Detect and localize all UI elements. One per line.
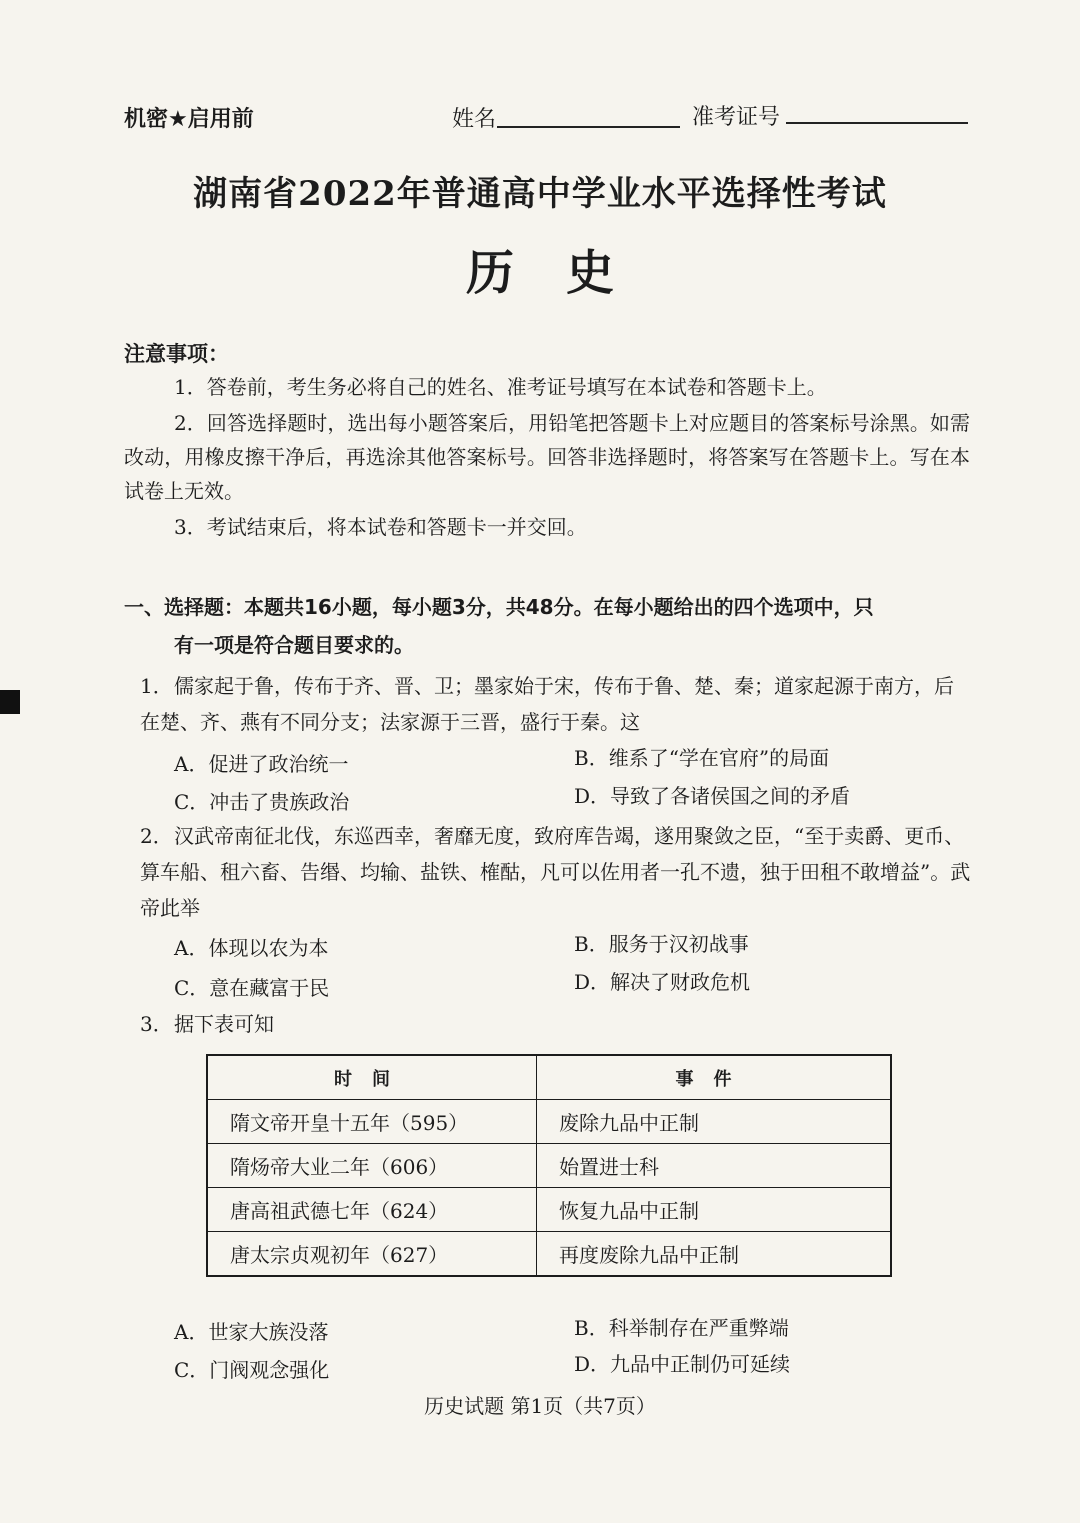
q1-option-a[interactable]: A．促进了政治统一: [174, 752, 349, 776]
q1-option-c[interactable]: C．冲击了贵族政治: [174, 790, 350, 814]
table-row: [207, 1100, 891, 1144]
table-cell-time: 隋文帝开皇十五年（595）: [207, 1100, 537, 1144]
question-number: 1．: [140, 674, 173, 698]
notice-item-2: 2．回答选择题时，选出每小题答案后，用铅笔把答题卡上对应题目的答案标号涂黑。如需改动，用橡皮擦干净后，再选涂其他答案标号。回答非选择题时，将答案写在答题卡上。写在本试卷上无效。: [124, 411, 970, 503]
table-header-event: 事件: [537, 1055, 892, 1100]
q2-option-c[interactable]: C．意在藏富于民: [174, 976, 330, 1000]
table-row: [207, 1144, 891, 1188]
q3-option-c[interactable]: C．门阀观念强化: [174, 1358, 330, 1382]
confidential-label: 机密★启用前: [124, 107, 254, 132]
q3-option-d[interactable]: D．九品中正制仍可延续: [574, 1352, 791, 1376]
question-1: [140, 668, 972, 740]
events-table: [206, 1054, 892, 1277]
table-cell-time: 隋炀帝大业二年（606）: [207, 1144, 537, 1188]
question-3: [140, 1006, 972, 1042]
table-row: [207, 1232, 891, 1277]
name-label: 姓名: [452, 107, 497, 132]
table-cell-time: 唐太宗贞观初年（627）: [207, 1232, 537, 1277]
q3-option-a[interactable]: A．世家大族没落: [174, 1320, 329, 1344]
exam-title: 湖南省2022年普通高中学业水平选择性考试: [193, 174, 887, 214]
table-header-time: 时间: [207, 1055, 537, 1100]
q1-option-b[interactable]: B．维系了“学在官府”的局面: [574, 746, 830, 770]
table-row: [207, 1188, 891, 1232]
exam-id-field[interactable]: [786, 122, 968, 124]
table-cell-event: 再度废除九品中正制: [537, 1232, 892, 1277]
table-cell-time: 唐高祖武德七年（624）: [207, 1188, 537, 1232]
question-2: [140, 818, 972, 926]
section-heading-line2: 有一项是符合题目要求的。: [174, 633, 414, 657]
table-header-row: [207, 1055, 891, 1100]
q2-option-a[interactable]: A．体现以农为本: [174, 936, 329, 960]
subject-title: 历史: [465, 245, 666, 301]
table-cell-event: 恢复九品中正制: [537, 1188, 892, 1232]
q1-option-d[interactable]: D．导致了各诸侯国之间的矛盾: [574, 784, 851, 808]
table-cell-event: 废除九品中正制: [537, 1100, 892, 1144]
section-heading: [124, 588, 972, 664]
question-stem: 儒家起于鲁，传布于齐、晋、卫；墨家始于宋，传布于鲁、楚、秦；道家起源于南方，后在楚、齐、燕有不同分支；法家源于三晋，盛行于秦。这: [140, 674, 954, 734]
table-cell-event: 始置进士科: [537, 1144, 892, 1188]
name-field[interactable]: [497, 126, 680, 128]
question-stem: 据下表可知: [174, 1012, 274, 1036]
question-number: 3．: [140, 1012, 173, 1036]
notice-heading: 注意事项：: [124, 342, 229, 366]
section-heading-line1: 一、选择题：本题共16小题，每小题3分，共48分。在每小题给出的四个选项中，只: [124, 595, 874, 619]
exam-id-label: 准考证号: [692, 105, 781, 130]
q3-option-b[interactable]: B．科举制存在严重弊端: [574, 1316, 789, 1340]
q2-option-d[interactable]: D．解决了财政危机: [574, 970, 751, 994]
question-stem: 汉武帝南征北伐，东巡西幸，奢靡无度，致府库告竭，遂用聚敛之臣，“至于卖爵、更币、算车船、租六畜、告缗、均输、盐铁、榷酤，凡可以佐用者一孔不遗，独于田租不敢增益”。武帝此举: [140, 824, 971, 920]
notice-item-3: 3．考试结束后，将本试卷和答题卡一并交回。: [174, 515, 587, 539]
scan-edge-mark: [0, 690, 20, 714]
notice-item-1: 1．答卷前，考生务必将自己的姓名、准考证号填写在本试卷和答题卡上。: [174, 375, 827, 399]
page-footer: 历史试题 第1页（共7页）: [424, 1394, 656, 1418]
q2-option-b[interactable]: B．服务于汉初战事: [574, 932, 749, 956]
question-number: 2．: [140, 824, 173, 848]
